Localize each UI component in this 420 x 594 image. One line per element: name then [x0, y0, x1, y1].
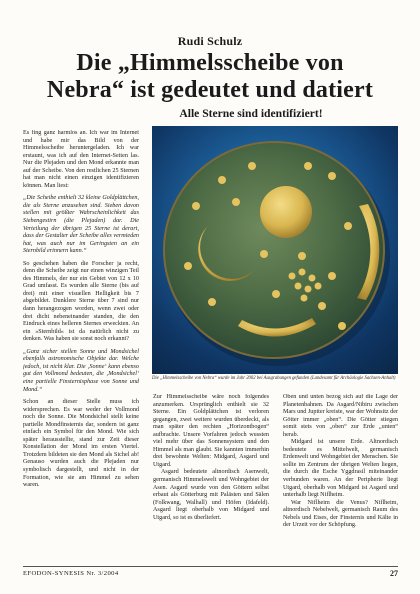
journal-issue: EFODON-SYNESIS Nr. 3/2004 — [23, 570, 119, 577]
star — [232, 198, 240, 206]
star — [338, 322, 346, 330]
page-number: 27 — [390, 569, 398, 578]
star — [328, 272, 336, 280]
paragraph: Es fing ganz harmlos an. Ich war im Internet und habe mir das Bild von der Himmelsscheibe heruntergeladen. Ich war erstaunt, was ich auf den Internet-Seiten las. Nur die Plejaden und den Mond erkannte man auf der Scheibe. Von den restlichen 25 Sternen hat man nicht einen einzigen identifizieren können. Man liest: — [23, 130, 139, 189]
star — [301, 295, 308, 302]
footer-divider — [23, 566, 398, 567]
star — [318, 302, 326, 310]
title-line-1: Die „Himmelsscheibe von — [76, 50, 344, 76]
author-name: Rudi Schulz — [177, 34, 243, 48]
text-column-2 — [153, 394, 269, 565]
quote: „Ganz sicher stellen Sonne und Mondsichel ebenfalls astronomische Objekte dar. Welche jedoch, ist nicht klar. Die ‚Sonne‘ kann ebenso gut den Vollmond bedeuten, die ‚Mondsichel‘ eine partielle Finsternisphase von Sonne und Mond.“ — [23, 348, 139, 393]
star — [299, 269, 306, 276]
paragraph: Schon an dieser Stelle muss ich widersprechen. Es war weder der Vollmond noch die Sonne. Die Mondsichel stellt keine partielle Mondfinsternis dar, sondern ist ganz einfach ein Symbol für den Mond. Wie sich später herausstellte, stand zur Zeit dieser Konstellation der Mond im ersten Viertel. Trotzdem bildeten sie den Mond als Sichel ab! Genauso wurden auch die Plejaden nur symbolisch dargestellt, und nicht in der Formation, wie sie am Himmel zu sehen waren. — [23, 399, 139, 489]
paragraph: Asgard bedeutete altnordisch Asenwelt, germanisch Himmelswelt und Wohngebiet der Asen. Asgard wurde von den Göttern selbst erbaut als Götterburg mit Palästen und Sälen (Folkwang, Walhall) und Höfen (Idafeld). Asgard liegt oberhalb von Midgard und Utgard, so ist es überliefert. — [153, 469, 269, 521]
star — [344, 222, 352, 230]
star — [272, 290, 280, 298]
star — [328, 172, 336, 180]
paragraph: War Niflheim die Venus? Niflheim, altnordisch Nebelwelt, germanisch Raum des Nebels und Eises, der Finsternis und Kälte in der Urzeit vor der Schöpfung. — [283, 499, 398, 529]
star — [315, 283, 322, 290]
nebra-disc-illustration — [152, 126, 398, 374]
star — [309, 275, 316, 282]
figure-caption: Die „Himmelsscheibe von Nebra“ wurde im Jahr 2002 bei Ausgrabungen gefunden (Landesamt für Archäologie Sachsen-Anhalt) — [152, 376, 396, 381]
article-title — [30, 50, 390, 104]
paragraph: Oben und unten bezog sich auf die Lage der Planetenbahnen. Da Asgard/Nibiru zwischen Mars und Jupiter kreiste, war der Wohnsitz der Götter immer „oben“. Die Götter stiegen somit stets von „oben“ zur Erde „unten“ herab. — [283, 394, 398, 438]
paragraph: Zur Himmelsscheibe wäre noch folgendes anzumerken. Ursprünglich enthielt sie 32 Sterne. Ein Goldplättchen ist verloren gegangen, zwei weitere wurden überdeckt, als man später den rechten „Horizontbogen“ aufbrachte. Unsere Vorfahren jedoch wussten viel mehr über das Sonnensystem und den Himmel als man glaubt. Sie kannten immerhin drei bewohnte Welten: Midgard, Asgard und Utgard. — [153, 394, 269, 468]
bronze-disc — [164, 142, 384, 358]
star — [248, 162, 256, 170]
star — [184, 262, 192, 270]
star — [289, 273, 296, 280]
star — [192, 202, 200, 210]
star — [208, 298, 216, 306]
star — [298, 252, 306, 260]
paragraph: Midgard ist unsere Erde. Altnordisch bedeutete es Mittelwelt, germanisch Erdenwelt und Wohngebiet der Menschen. Sie sollte im Zentrum der übrigen Welten liegen, die durch die Esche Yggdrasil miteinander verbunden waren. An der Peripherie liegt Utgard, oberhalb von Midgard ist Asgard und unterhalb liegt Niflheim. — [283, 439, 398, 499]
text-column-1 — [23, 130, 139, 564]
nebra-disc-photo — [152, 126, 398, 374]
star — [295, 283, 302, 290]
star — [304, 162, 312, 170]
text-column-3 — [283, 394, 398, 565]
title-line-2: Nebra“ ist gedeutet und datiert — [46, 77, 374, 103]
star — [305, 286, 312, 293]
article-subtitle: Alle Sterne sind identifiziert! — [179, 107, 323, 120]
star — [260, 250, 268, 258]
quote: „Die Scheibe enthielt 32 kleine Goldplättchen, die als Sterne anzusehen sind. Sieben davon stellen mit größter Wahrscheinlichkeit das Siebengestirn (die Plejaden) dar. Die Verteilung der übrigen 25 Sterne ist derart, dass der Gestalter der Scheibe alles vermieden hat, was auch nur im Geringsten an ein Sternbild erinnern kann.“ — [23, 195, 139, 255]
star — [218, 176, 226, 184]
sun-full-moon-disc — [260, 186, 312, 238]
paragraph: So geschehen haben die Forscher ja recht, denn die Scheibe zeigt nur einen winzigen Teil des Himmels, der nur ein Gebiet von 12 x 10 Grad umfasst. Es wurden alle Sterne (bis auf drei) mit einer visuellen Helligkeit bis 7 abgebildet. Dunklere Sterne über 7 sind nur dann herangezogen worden, wenn zwei oder drei dicht nebeneinander standen, die den Eindruck eines helleren Sternes erweckten. An ein »Sternbild« ist da natürlich nicht zu denken. Was haben sie sonst noch erkannt? — [23, 260, 139, 343]
